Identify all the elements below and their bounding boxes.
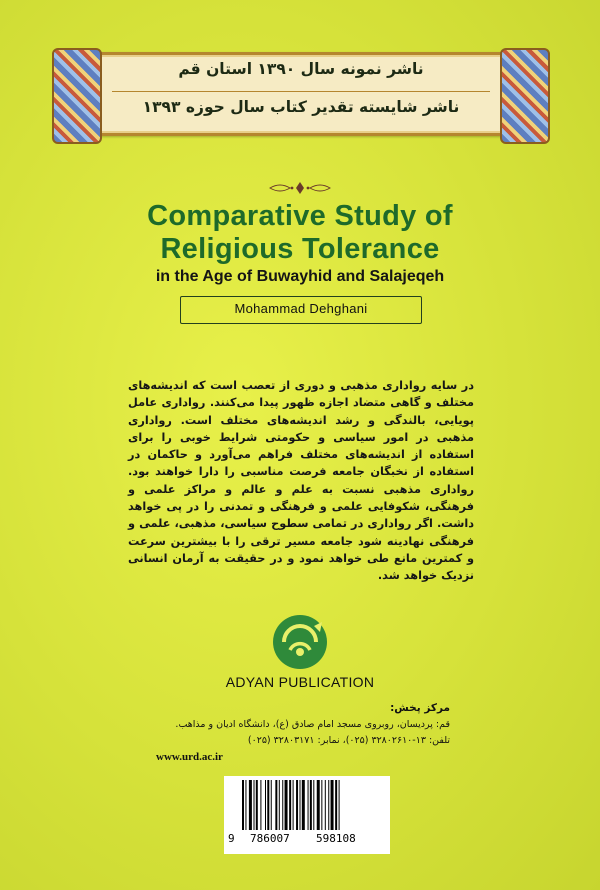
barcode-bar (310, 780, 312, 830)
barcode-bar (300, 780, 301, 830)
floral-ornament-icon (268, 180, 332, 196)
barcode-bar (321, 780, 322, 830)
book-title-line-1: Comparative Study of (147, 200, 453, 232)
barcode-bar (271, 780, 272, 830)
barcode-bars (242, 780, 374, 832)
award-banner (62, 52, 540, 136)
book-title-line-2: Religious Tolerance (160, 233, 440, 265)
barcode-bar (339, 780, 340, 830)
barcode-bar (282, 780, 283, 830)
adyan-logo-icon (270, 612, 330, 672)
barcode-first-digit: 9 (228, 832, 235, 845)
barcode-bar (285, 780, 288, 830)
banner-divider (112, 91, 490, 92)
barcode-bar (265, 780, 266, 830)
book-subtitle: in the Age of Buwayhid and Salajeqeh (155, 268, 445, 285)
barcode-bar (256, 780, 258, 830)
barcode-bar (254, 780, 255, 830)
website-link[interactable]: www.urd.ac.ir (156, 751, 223, 763)
barcode-bar (245, 780, 246, 830)
barcode-bar (279, 780, 280, 830)
barcode-bar (328, 780, 329, 830)
barcode-right-group: 598108 (316, 832, 356, 845)
publisher-name: ADYAN PUBLICATION (225, 674, 375, 690)
barcode-bar (302, 780, 305, 830)
barcode-bar (260, 780, 261, 830)
barcode-bar (296, 780, 298, 830)
barcode-bar (267, 780, 269, 830)
barcode-bar (331, 780, 334, 830)
banner-tile-ornament-right (500, 48, 550, 144)
barcode-bar (289, 780, 291, 830)
banner-tile-ornament-left (52, 48, 102, 144)
barcode-bar (242, 780, 244, 830)
barcode-bar (335, 780, 337, 830)
isbn-barcode (224, 776, 390, 854)
author-box (180, 296, 422, 324)
barcode-bar (249, 780, 252, 830)
award-line-2: ناشر شایسته تقدیر کتاب سال حوزه ۱۳۹۳ (142, 98, 460, 116)
barcode-left-group: 786007 (250, 832, 290, 845)
barcode-bar (317, 780, 320, 830)
barcode-bar (293, 780, 294, 830)
distribution-address: قم: پردیسان، روبروی مسجد امام صادق (ع)، دانشگاه ادیان و مذاهب. (175, 719, 450, 730)
barcode-bar (275, 780, 277, 830)
distribution-phone: تلفن: ۱۳-۳۲۸۰۲۶۱۰ (۰۲۵)، نمابر: ۳۲۸۰۳۱۷۱ (۰۲۵) (247, 735, 450, 746)
award-line-1: ناشر نمونه سال ۱۳۹۰ استان قم (178, 60, 424, 78)
blurb-paragraph: در سایه رواداری مذهبی و دوری از تعصب است که اندیشه‌های مختلف و گاهی متضاد اجازه ظهور پیدا می‌کنند. رواداری عامل پویایی، بالندگی و رشد اندیشه‌های مختلف است. رواداری مذهبی در امور سیاسی و حکومتی شرایط خوبی را برای استفاده از اندیشه‌های مختلف فراهم می‌آورد و حاکمان در استفاده از نخبگان جامعه فرصت مناسبی را دارا خواهند بود. رواداری مذهبی نسبت به علم و عالم و مراکز علمی و فرهنگی، شکوفایی علمی و فرهنگی و تمدنی را در پی خواهد داشت. اگر رواداری در تمامی سطوح سیاسی، مذهبی، علمی و فرهنگی نهادینه شود جامعه مسیر ترقی را با بیشترین سرعت و کمترین مانع طی خواهد نمود و در حقیقت به آرمان انسانی نزدیک خواهد شد. (128, 379, 474, 583)
barcode-bar (325, 780, 326, 830)
barcode-bar (308, 780, 309, 830)
author-name: Mohammad Dehghani (234, 301, 368, 316)
distribution-heading: مرکز پخش: (390, 702, 450, 714)
barcode-bar (313, 780, 314, 830)
